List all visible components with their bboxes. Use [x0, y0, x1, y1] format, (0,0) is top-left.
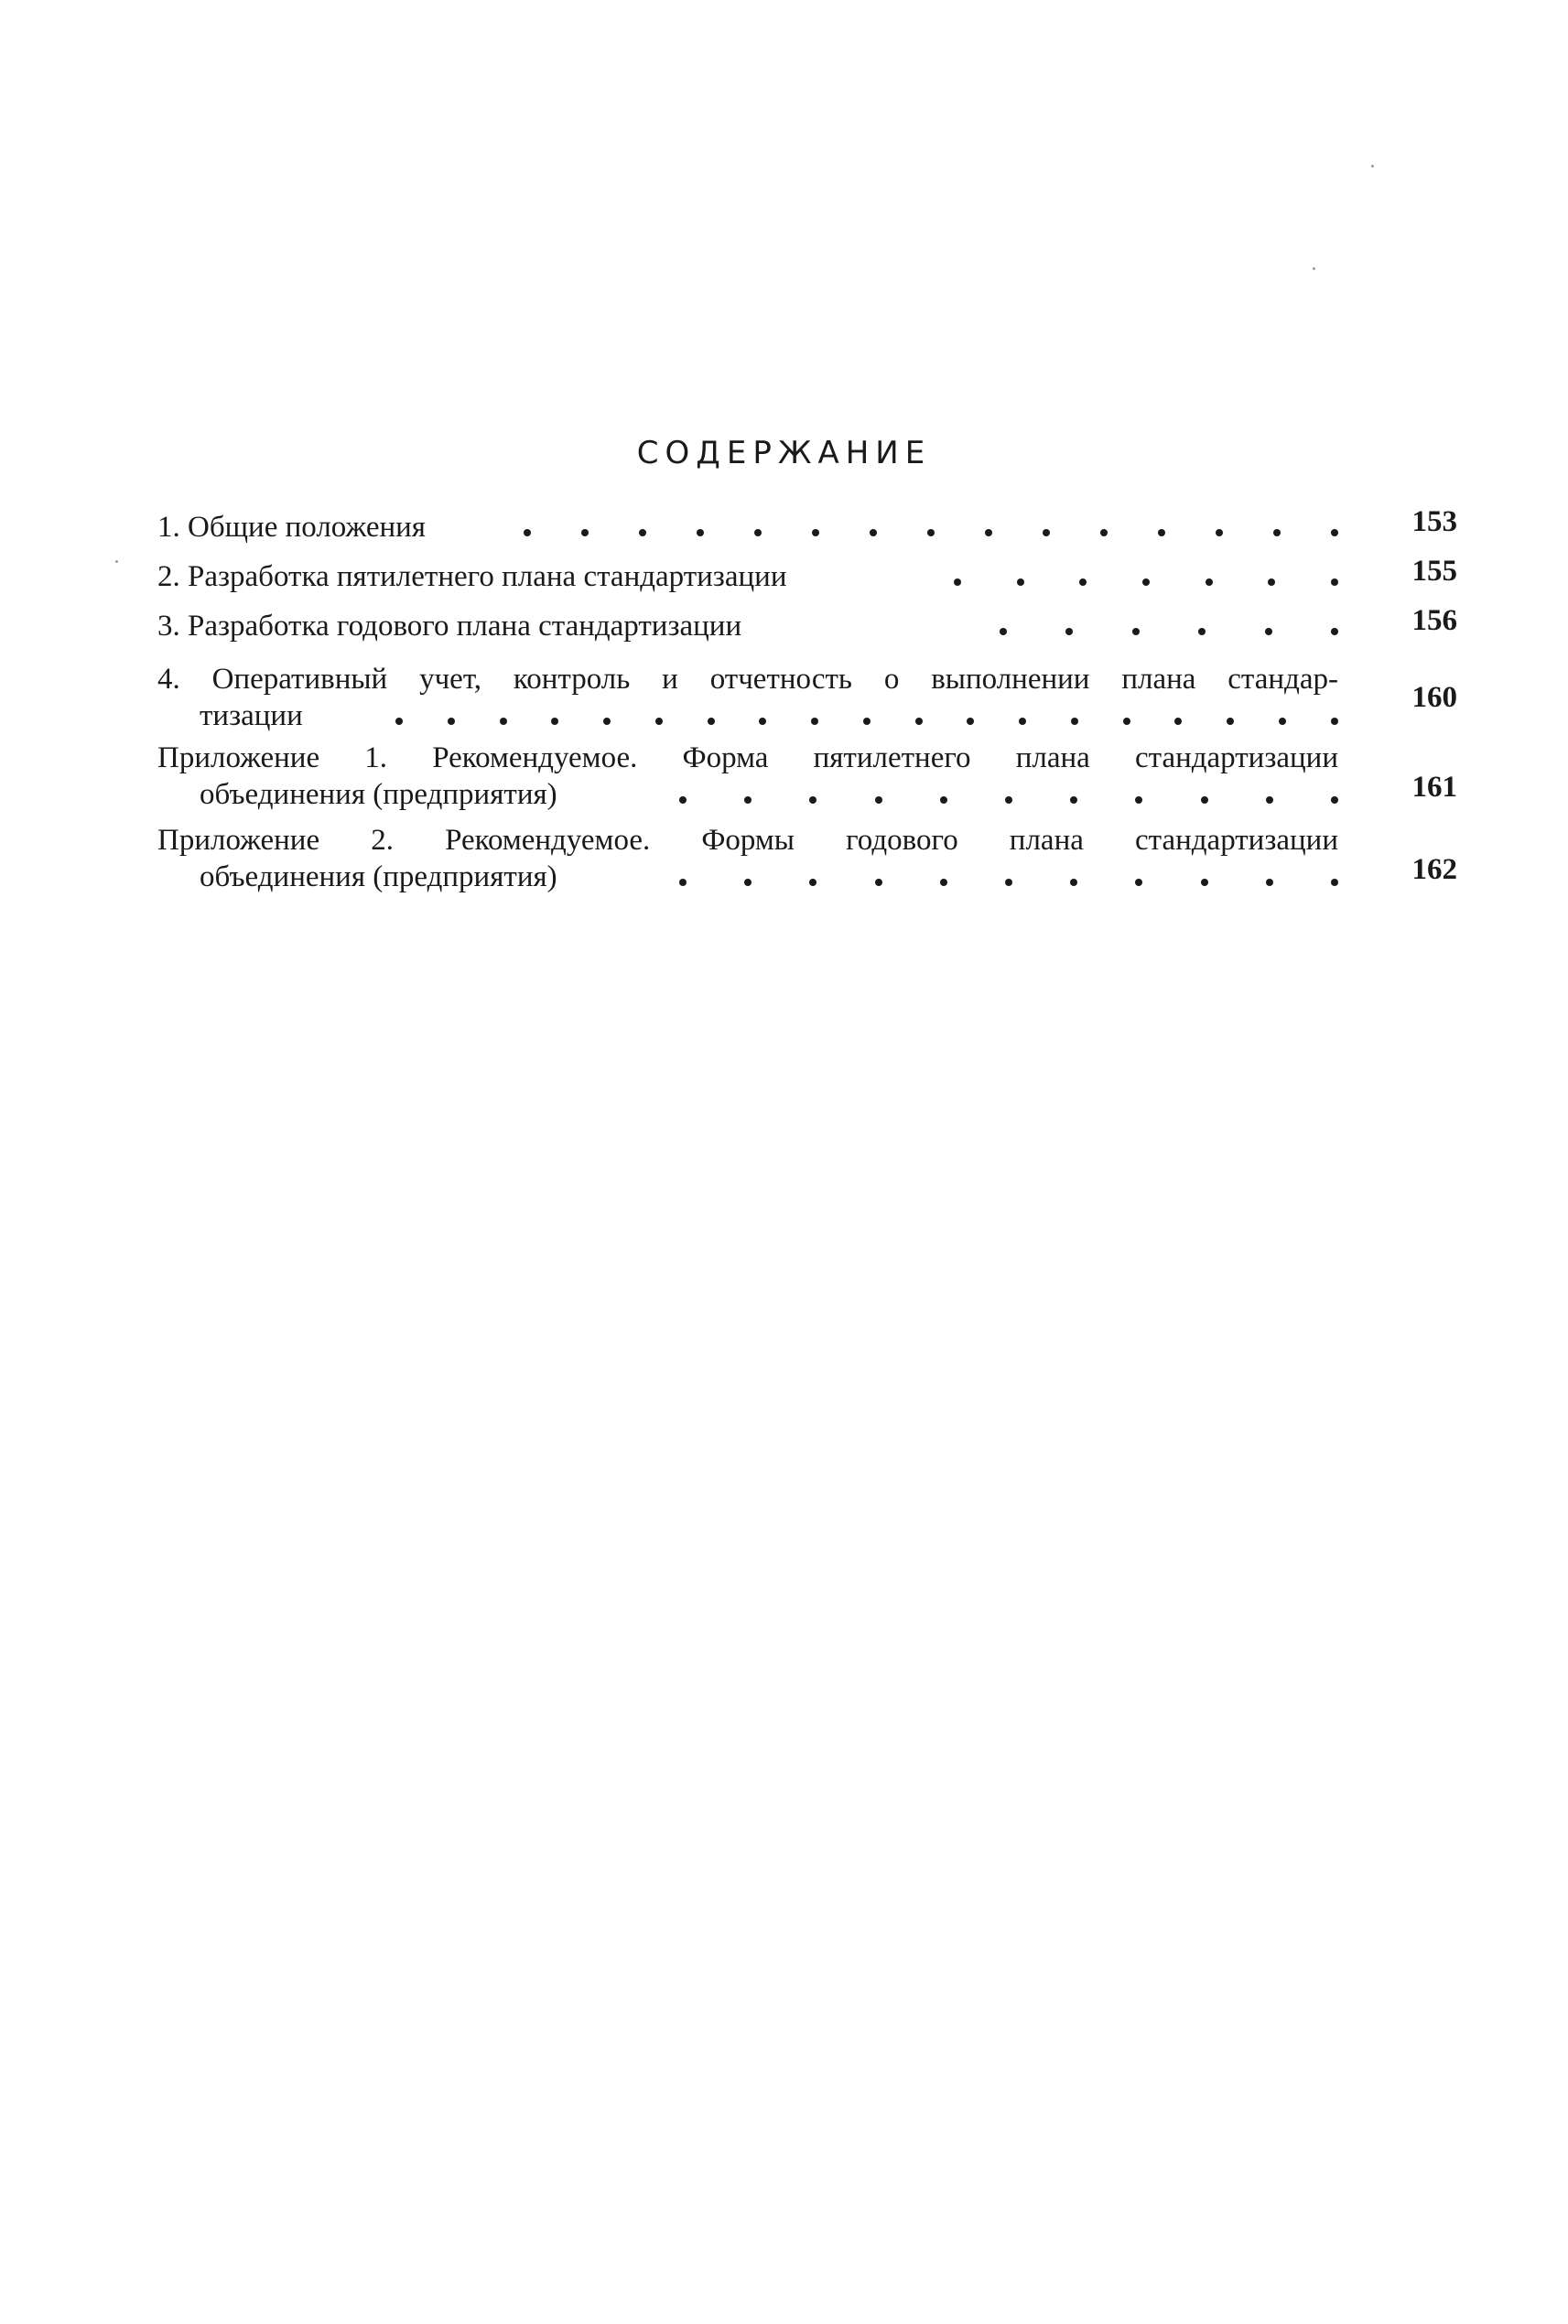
toc-entry-title-continued: объединения (предприятия) — [200, 778, 557, 811]
scan-speck — [115, 560, 118, 563]
toc-entry-operational-accounting[interactable] — [157, 661, 1457, 734]
leader-dots — [1000, 608, 1338, 644]
leader-dots — [679, 776, 1338, 813]
toc-entry-title: Приложение 2. Рекомендуемое. Формы годового плана стандартизации — [157, 824, 1338, 857]
toc-page-number: 160 — [1411, 681, 1457, 714]
toc-page-number: 153 — [1411, 505, 1457, 538]
toc-entry-title-continued: тизации — [200, 699, 303, 732]
leader-dots — [524, 509, 1338, 546]
toc-entry-five-year-plan[interactable] — [157, 555, 1457, 595]
toc-entry-appendix-2[interactable] — [157, 822, 1457, 895]
toc-entry-title: 2. Разработка пятилетнего плана стандартизации — [157, 560, 787, 593]
scan-speck — [1371, 165, 1374, 168]
toc-entry-general-provisions[interactable] — [157, 505, 1457, 546]
toc-entry-title-continued: объединения (предприятия) — [200, 860, 557, 893]
toc-entry-appendix-1[interactable] — [157, 740, 1457, 813]
toc-entry-title: 4. Оперативный учет, контроль и отчетность о выполнении плана стандар- — [157, 663, 1338, 696]
scan-speck — [1313, 267, 1315, 270]
toc-page-number: 161 — [1411, 771, 1457, 804]
toc-title: СОДЕРЖАНИЕ — [636, 435, 932, 471]
toc-entry-title: Приложение 1. Рекомендуемое. Форма пятилетнего плана стандартизации — [157, 741, 1338, 774]
toc-entry-annual-plan[interactable] — [157, 604, 1457, 644]
toc-page-number: 156 — [1411, 604, 1457, 637]
leader-dots — [395, 697, 1338, 734]
leader-dots — [954, 558, 1338, 595]
toc-entry-title: 1. Общие положения — [157, 511, 426, 544]
toc-entry-title: 3. Разработка годового плана стандартизации — [157, 610, 742, 643]
toc-page-number: 162 — [1411, 853, 1457, 886]
toc-page-number: 155 — [1411, 555, 1457, 588]
leader-dots — [679, 859, 1338, 895]
